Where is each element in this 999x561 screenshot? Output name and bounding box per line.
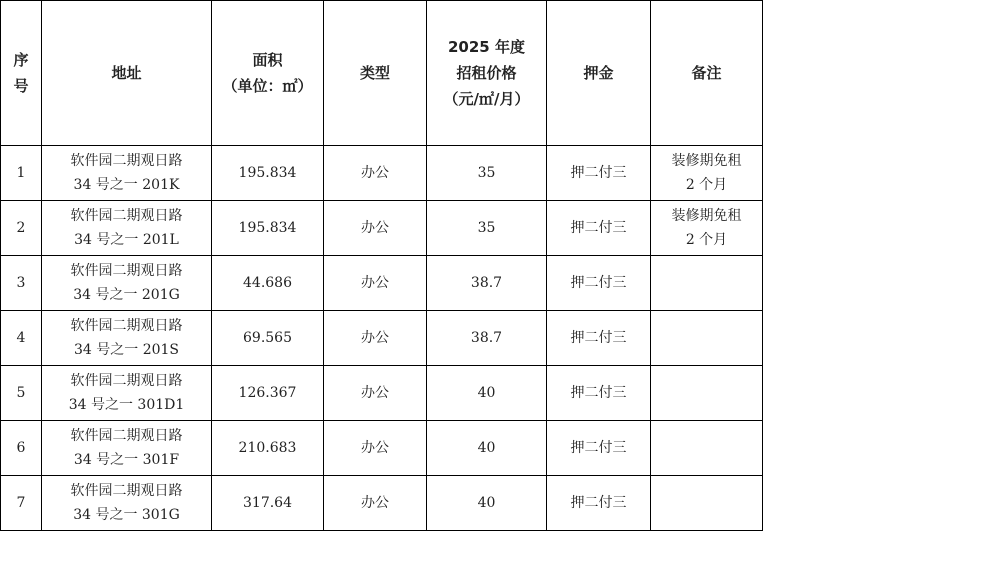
- cell-price: 35: [427, 146, 547, 201]
- cell-seq: 4: [1, 311, 42, 366]
- header-seq: 序 号: [1, 1, 42, 146]
- cell-address: 软件园二期观日路 34 号之一 201G: [42, 256, 212, 311]
- cell-price: 35: [427, 201, 547, 256]
- table-row: [1, 366, 763, 421]
- cell-address: 软件园二期观日路 34 号之一 301G: [42, 476, 212, 531]
- cell-remark: [651, 366, 763, 421]
- cell-area: 210.683: [212, 421, 324, 476]
- cell-price: 40: [427, 476, 547, 531]
- cell-seq: 5: [1, 366, 42, 421]
- cell-type: 办公: [324, 311, 427, 366]
- cell-remark: [651, 311, 763, 366]
- table-row: [1, 421, 763, 476]
- cell-remark: [651, 476, 763, 531]
- cell-address: 软件园二期观日路 34 号之一 301F: [42, 421, 212, 476]
- cell-deposit: 押二付三: [547, 421, 651, 476]
- cell-deposit: 押二付三: [547, 311, 651, 366]
- cell-deposit: 押二付三: [547, 146, 651, 201]
- cell-deposit: 押二付三: [547, 476, 651, 531]
- cell-type: 办公: [324, 146, 427, 201]
- cell-remark: [651, 421, 763, 476]
- cell-remark: 装修期免租 2 个月: [651, 201, 763, 256]
- cell-price: 38.7: [427, 256, 547, 311]
- cell-type: 办公: [324, 421, 427, 476]
- cell-area: 317.64: [212, 476, 324, 531]
- cell-seq: 2: [1, 201, 42, 256]
- cell-seq: 6: [1, 421, 42, 476]
- header-address: 地址: [42, 1, 212, 146]
- cell-deposit: 押二付三: [547, 201, 651, 256]
- cell-area: 126.367: [212, 366, 324, 421]
- header-deposit: 押金: [547, 1, 651, 146]
- table-row: [1, 201, 763, 256]
- cell-type: 办公: [324, 476, 427, 531]
- header-price: 2025 年度 招租价格 （元/㎡/月）: [427, 1, 547, 146]
- cell-type: 办公: [324, 256, 427, 311]
- cell-area: 44.686: [212, 256, 324, 311]
- cell-seq: 1: [1, 146, 42, 201]
- cell-price: 38.7: [427, 311, 547, 366]
- cell-remark: [651, 256, 763, 311]
- cell-price: 40: [427, 421, 547, 476]
- table-row: [1, 256, 763, 311]
- cell-area: 195.834: [212, 146, 324, 201]
- cell-area: 69.565: [212, 311, 324, 366]
- cell-address: 软件园二期观日路 34 号之一 201K: [42, 146, 212, 201]
- cell-type: 办公: [324, 366, 427, 421]
- header-area: 面积 （单位：㎡）: [212, 1, 324, 146]
- table-row: [1, 146, 763, 201]
- cell-deposit: 押二付三: [547, 256, 651, 311]
- header-type: 类型: [324, 1, 427, 146]
- cell-deposit: 押二付三: [547, 366, 651, 421]
- cell-remark: 装修期免租 2 个月: [651, 146, 763, 201]
- cell-address: 软件园二期观日路 34 号之一 301D1: [42, 366, 212, 421]
- table-row: [1, 476, 763, 531]
- cell-area: 195.834: [212, 201, 324, 256]
- cell-address: 软件园二期观日路 34 号之一 201L: [42, 201, 212, 256]
- header-row: [1, 1, 763, 146]
- cell-seq: 7: [1, 476, 42, 531]
- header-remark: 备注: [651, 1, 763, 146]
- table-row: [1, 311, 763, 366]
- cell-price: 40: [427, 366, 547, 421]
- cell-seq: 3: [1, 256, 42, 311]
- cell-address: 软件园二期观日路 34 号之一 201S: [42, 311, 212, 366]
- cell-type: 办公: [324, 201, 427, 256]
